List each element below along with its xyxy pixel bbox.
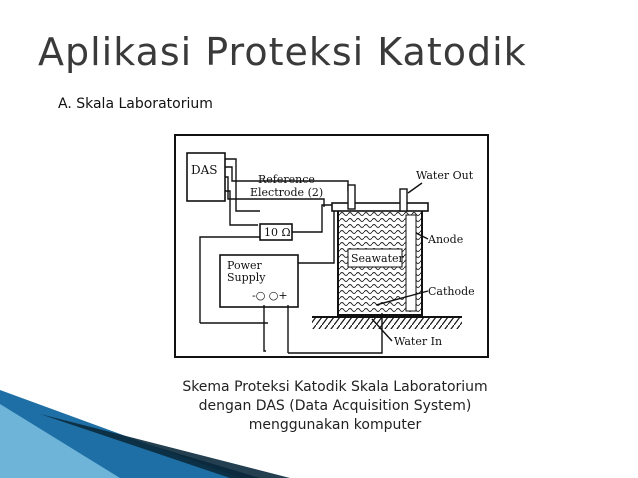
caption-line-2: dengan DAS (Data Acquisition System) xyxy=(198,398,472,414)
resistor-label: 10 Ω xyxy=(264,226,291,239)
power-label-1: Power xyxy=(227,259,262,272)
water-out-arrow xyxy=(408,183,422,193)
seawater-label: Seawater xyxy=(351,252,404,265)
power-terminals: -○ ○+ xyxy=(252,289,288,302)
tank-top xyxy=(332,203,428,211)
water-in-label: Water In xyxy=(394,335,443,348)
ground-hatch xyxy=(312,317,462,329)
das-label: DAS xyxy=(191,163,218,177)
reference-label-1: Reference xyxy=(258,173,315,186)
cathode-label: Cathode xyxy=(428,285,475,298)
cathodic-protection-diagram xyxy=(172,133,492,361)
reference-label-2: Electrode (2) xyxy=(250,186,324,199)
anode-lead xyxy=(298,207,334,263)
caption-line-1: Skema Proteksi Katodik Skala Laboratorium xyxy=(182,379,488,395)
caption-line-3: menggunakan komputer xyxy=(248,417,422,433)
water-out-label: Water Out xyxy=(416,169,474,182)
das-box xyxy=(187,153,225,201)
anode-label: Anode xyxy=(428,233,464,246)
electrode-left xyxy=(348,185,355,209)
corner-decoration xyxy=(0,390,638,478)
slide-title: Aplikasi Proteksi Katodik xyxy=(38,30,527,74)
section-subtitle: A. Skala Laboratorium xyxy=(58,96,213,112)
power-label-2: Supply xyxy=(227,271,266,284)
negative-lead xyxy=(264,305,266,351)
electrode-right xyxy=(400,189,407,211)
